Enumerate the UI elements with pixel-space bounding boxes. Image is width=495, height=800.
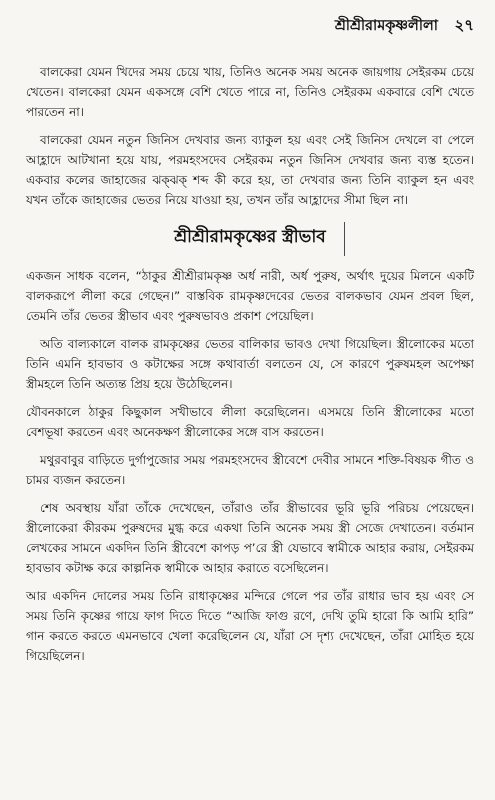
paragraph: মথুরবাবুর বাড়িতে দুর্গাপুজোর সময় পরমহংসদেব স্ত্রীবেশে দেবীর সামনে শক্তি-বিষয়ক গীত ও চামর ব্যজন করতেন। xyxy=(26,453,474,487)
paragraph: আর একদিন দোলের সময় তিনি রাধাকৃষ্ণের মন্দিরে গেলে পর তাঁর রাধার ভাব হয় এবং সে সময় তিনি কৃষ্ণের গায়ে ফাগ দিতে দিতে “আজি ফাগু রণে, দেখি তুমি হারো কি আমি হারি” গান করতে করতে এমনভাবে খেলা করেছিলেন যে, যাঁরা সে দৃশ্য দেখেছেন, তাঁরা মোহিত হয়ে গিয়েছিলেন। xyxy=(26,589,474,663)
paragraph: একজন সাধক বলেন, “ঠাকুর শ্রীশ্রীরামকৃষ্ণ অর্ধ নারী, অর্ধ পুরুষ, অর্থাৎ দুয়ের মিলনে একটি বালকরূপে লীলা করে গেছেন।” বাস্তবিক রামকৃষ্ণদেবের ভেতর বালকভাব যেমন প্রবল ছিল, তেমনি তাঁর ভেতর স্ত্রীভাব এবং পুরুষভাবও প্রকাশ পেয়েছিল। xyxy=(26,269,474,323)
paragraph: বালকেরা যেমন নতুন জিনিস দেখবার জন্য ব্যাকুল হয় এবং সেই জিনিস দেখলে বা পেলে আহ্লাদে আটখানা হয়ে যায়, পরমহংসদেব সেইরকম নতুন জিনিস দেখবার জন্য ব্যস্ত হতেন। একবার কলের জাহাজের ঝক্‌ঝক্‌ শব্দ কী করে হয়, তা দেখবার জন্য তিনি ব্যাকুল হন এবং যখন তাঁকে জাহাজের ভেতর নিয়ে যাওয়া হয়, তখন তাঁর আহ্লাদের সীমা ছিল না। xyxy=(26,133,474,207)
paragraph: যৌবনকালে ঠাকুর কিছুকাল সখীভাবে লীলা করেছিলেন। এসময়ে তিনি স্ত্রীলোকের মতো বেশভূষা করতেন এবং অনেকক্ষণ স্ত্রীলোকের সঙ্গে বাস করতেন। xyxy=(26,405,474,439)
book-page xyxy=(26,14,474,786)
paragraph: বালকেরা যেমন খিদের সময় চেয়ে খায়, তিনিও অনেক সময় অনেক জায়গায় সেইরকম চেয়ে খেতেন। বালকেরা যেমন একসঙ্গে বেশি খেতে পারে না, তিনিও সেইরকম একবারে বেশি খেতে পারতেন না। xyxy=(26,65,474,119)
pencil-mark xyxy=(344,222,345,256)
running-header-title: শ্রীশ্রীরামকৃষ্ণলীলা xyxy=(334,18,438,34)
section-heading: শ্রীশ্রীরামকৃষ্ণের স্ত্রীভাব xyxy=(174,227,326,247)
section-heading-block xyxy=(26,224,474,252)
body-text xyxy=(26,62,474,666)
paragraph: অতি বাল্যকালে বালক রামকৃষ্ণের ভেতর বালিকার ভাবও দেখা গিয়েছিল। স্ত্রীলোকের মতো তিনি এমনি হাবভাব ও কটাক্ষের সঙ্গে কথাবার্তা বলতেন যে, সে কারণে পুরুষমহল অপেক্ষা স্ত্রীমহলে তিনি অত্যন্ত প্রিয় হয়ে উঠেছিলেন। xyxy=(26,337,474,391)
running-header xyxy=(26,14,474,42)
page-number: ২৭ xyxy=(454,16,474,34)
paragraph: শেষ অবস্থায় যাঁরা তাঁকে দেখেছেন, তাঁরাও তাঁর স্ত্রীভাবের ভূরি ভূরি পরিচয় পেয়েছেন। স্ত্রীলোকেরা কীরকম পুরুষদের মুগ্ধ করে একথা তিনি অনেক সময় স্ত্রী সেজে দেখাতেন। বর্তমান লেখকের সামনে একদিন তিনি স্ত্রীবেশে কাপড় প’রে স্ত্রী যেভাবে স্বামীকে আহার করায়, সেইরকম হাবভাব কটাক্ষ করে কাল্পনিক স্বামীকে আহার করাতে বসেছিলেন। xyxy=(26,501,474,575)
